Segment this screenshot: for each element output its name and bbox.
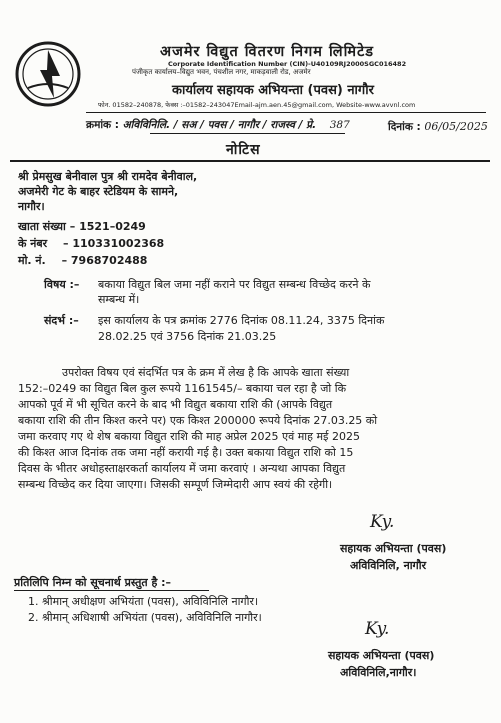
signature-1-office: अविविनिलि, नागौर (350, 559, 427, 572)
copy-to-item-2: 2. श्रीमान् अधिशाषी अभियंता (पवस), अविविनिलि नागौर। (28, 611, 262, 624)
account-label: खाता संख्या (18, 220, 66, 233)
body-line-1: उपरोक्त विषय एवं संदर्भित पत्र के क्रम में लेख है कि आपके खाता संख्या (62, 366, 350, 379)
avvnl-logo-icon (14, 40, 82, 108)
addressee-line-2: अजमेरी गेट के बाहर स्टेडियम के सामने, (18, 185, 179, 198)
signature-1-handwritten: Ky. (370, 512, 395, 532)
addressee-line-3: नागौर। (18, 200, 45, 213)
organization-name: अजमेर विद्युत वितरण निगम लिमिटेड (160, 44, 375, 60)
reference-label: क्रमांक : (86, 119, 119, 131)
registered-office: पंजीकृत कार्यालय–विद्युत भवन, पंचशील नगर, माकड़वाली रोड, अजमेर (132, 68, 311, 76)
copy-to-underline (14, 590, 209, 591)
mobile-label: मो. नं. (18, 254, 46, 267)
office-title: कार्यालय सहायक अभियन्ता (पवस) नागौर (172, 83, 374, 98)
reference-letters-line-1: इस कार्यालय के पत्र क्रमांक 2776 दिनांक 08.11.24, 3375 दिनांक (98, 314, 385, 327)
subject-label: विषय :– (44, 278, 80, 291)
signature-2-office: अविविनिलि,नागौर। (340, 666, 417, 679)
header-divider (86, 112, 486, 113)
reference-letters-label: संदर्भ :– (44, 314, 79, 327)
k-number-label: के नंबर (18, 237, 48, 250)
body-line-2: 152:–0249 का विद्युत बिल कुल रूपये 1161545/– बकाया चल रहा है जो कि (18, 382, 347, 395)
body-line-3: आपको पूर्व में भी सूचित करने के बाद भी विद्युत बकाया राशि की (आपके विद्युत (18, 398, 333, 411)
account-value: – 1521–0249 (69, 220, 146, 233)
cin-number: Corporate Identification Number (CIN)-U40109RJ2000SGC016482 (168, 60, 407, 68)
reference-date (388, 120, 488, 134)
addressee-line-1: श्री प्रेमसुख बेनीवाल पुत्र श्री रामदेव बेनीवाल, (18, 170, 198, 183)
date-value: 06/05/2025 (424, 120, 488, 133)
body-line-8: सम्बन्ध विच्छेद कर दिया जाएगा। जिसकी सम्पूर्ण जिम्मेदारी आप स्वयं की रहेगी। (18, 478, 333, 491)
mobile-row (18, 253, 147, 268)
subject-line-1: बकाया विद्युत बिल जमा नहीं कराने पर विद्युत सम्बन्ध विच्छेद करने के (98, 278, 371, 291)
body-line-6: की किश्त आज दिनांक तक जमा नहीं करायी गई है। उक्त बकाया विद्युत राशि को 15 (18, 446, 354, 459)
reference-line (86, 118, 350, 132)
k-number-row (18, 236, 164, 251)
reference-letters-line-2: 28.02.25 एवं 3756 दिनांक 21.03.25 (98, 330, 277, 343)
reference-handwritten-number: 387 (329, 119, 350, 131)
notice-divider (10, 160, 490, 162)
signature-1-title: सहायक अभियन्ता (पवस) (340, 542, 447, 555)
reference-number: अविविनिलि. / सअ / पवस / नागौर / राजस्व / प्रे. (122, 119, 317, 131)
body-line-5: जमा करवाए गए थे शेष बकाया विद्युत राशि की माह अप्रेल 2025 एवं माह मई 2025 (18, 430, 360, 443)
body-line-4: बकाया राशि की तीन किश्त करने पर) एक किश्त 200000 रूपये दिनांक 27.03.25 को (18, 414, 378, 427)
k-number-value: – 110331002368 (63, 237, 165, 250)
subject-line-2: सम्बन्ध में। (98, 293, 140, 306)
signature-2-handwritten: Ky. (365, 619, 390, 639)
date-label: दिनांक : (388, 121, 421, 133)
mobile-value: – 7968702488 (61, 254, 148, 267)
copy-to-heading: प्रतिलिपि निम्न को सूचनार्थ प्रस्तुत है :– (14, 576, 172, 589)
copy-to-item-1: 1. श्रीमान् अधीक्षण अभियंता (पवस), अविविनिलि नागौर। (28, 595, 259, 608)
notice-title: नोटिस (226, 142, 261, 158)
body-line-7: दिवस के भीतर अधोहस्ताक्षरकर्ता कार्यालय में जमा करवाएं । अन्यथा आपका विद्युत (18, 462, 346, 475)
account-row (18, 219, 146, 234)
signature-2-title: सहायक अभियन्ता (पवस) (328, 649, 435, 662)
contact-details: फोन. 01582–240878, फेक्स :–01582–243047Email-ajm.aen.45@gmail.com, Website-www.avvnl.com (98, 101, 416, 109)
reference-underline (150, 133, 345, 134)
